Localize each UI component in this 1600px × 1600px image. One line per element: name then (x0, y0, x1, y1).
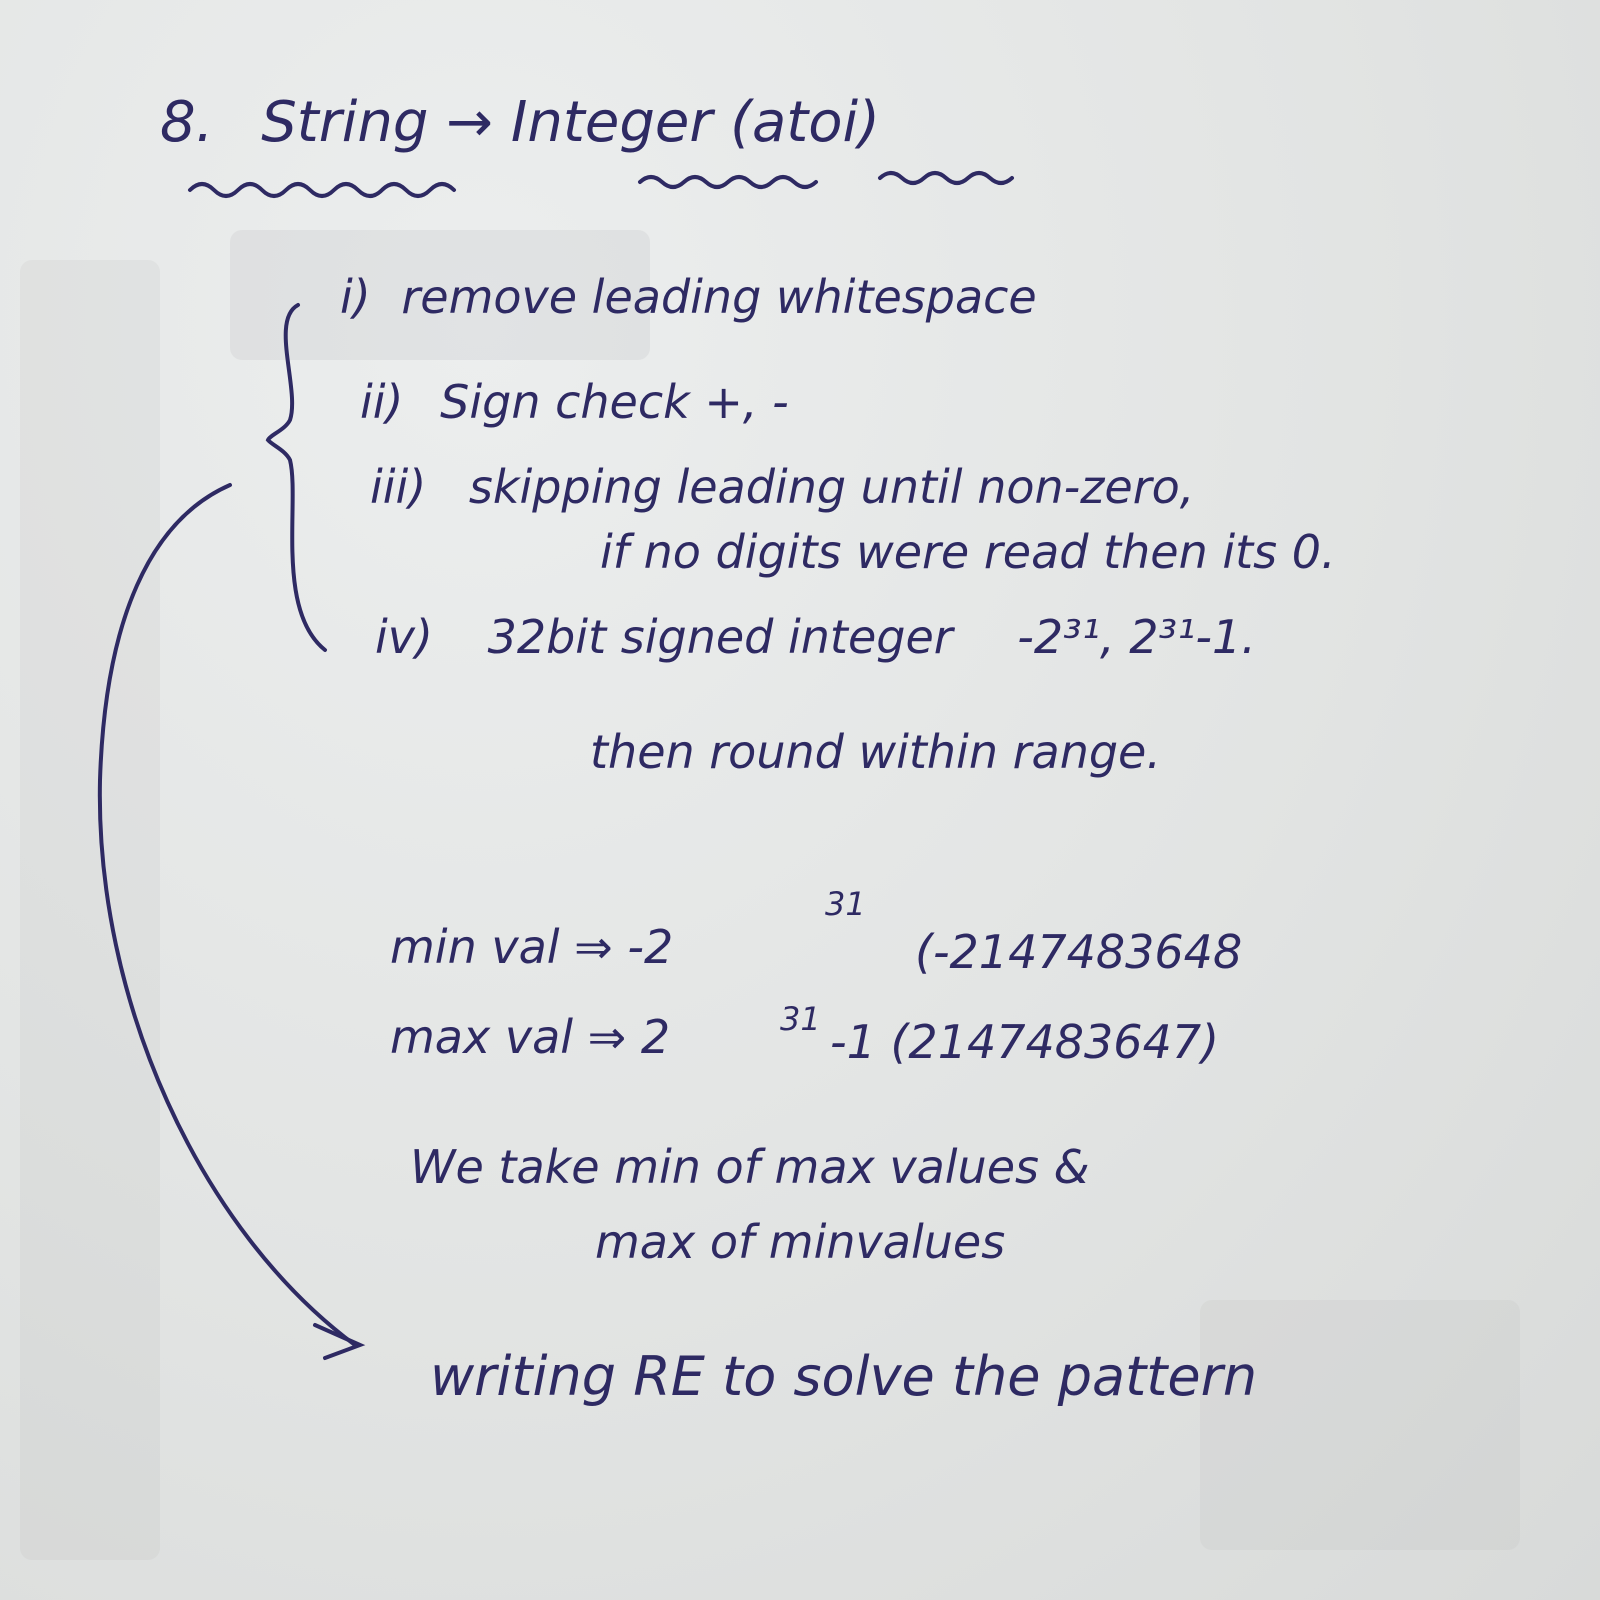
max-value-line (390, 1010, 670, 1064)
wavy-underline-string (190, 184, 454, 196)
title-text: String → Integer (atoi) (261, 90, 880, 155)
step-text: skipping leading until non-zero, (468, 460, 1195, 514)
title-number: 8. (160, 90, 214, 155)
min-decimal: (-2147483648 (915, 925, 1243, 979)
clamp-note-line-1: We take min of max values & (410, 1140, 1090, 1194)
step-text: remove leading whitespace (401, 270, 1037, 324)
step-marker: i) (340, 270, 371, 324)
min-value-line (390, 920, 673, 974)
wavy-underline-atoi (880, 173, 1012, 183)
step-range: -2³¹, 2³¹-1. (1017, 610, 1256, 664)
clamp-note-line-2: max of minvalues (595, 1215, 1006, 1269)
min-label: min val ⇒ -2 (390, 920, 674, 974)
min-exponent: 31 (825, 885, 866, 923)
step-marker: ii) (360, 375, 404, 429)
max-decimal: -1 (2147483647) (830, 1015, 1220, 1069)
curly-bracket (268, 305, 325, 650)
step-marker: iii) (370, 460, 427, 514)
step-4 (375, 610, 1256, 664)
step-1 (340, 270, 1037, 324)
max-label: max val ⇒ 2 (390, 1010, 671, 1064)
wavy-underline-integer (640, 177, 816, 187)
step-3-continuation: if no digits were read then its 0. (600, 525, 1336, 579)
step-3 (370, 460, 1194, 514)
conclusion: writing RE to solve the pattern (430, 1345, 1258, 1408)
step-2 (360, 375, 789, 429)
max-exponent: 31 (780, 1000, 821, 1038)
step-marker: iv) (375, 610, 433, 664)
step-4-continuation: then round within range. (590, 725, 1161, 779)
page-title (160, 90, 880, 155)
curved-arrow (100, 485, 355, 1345)
step-text: 32bit signed integer (487, 610, 953, 664)
step-text: Sign check +, - (440, 375, 789, 429)
